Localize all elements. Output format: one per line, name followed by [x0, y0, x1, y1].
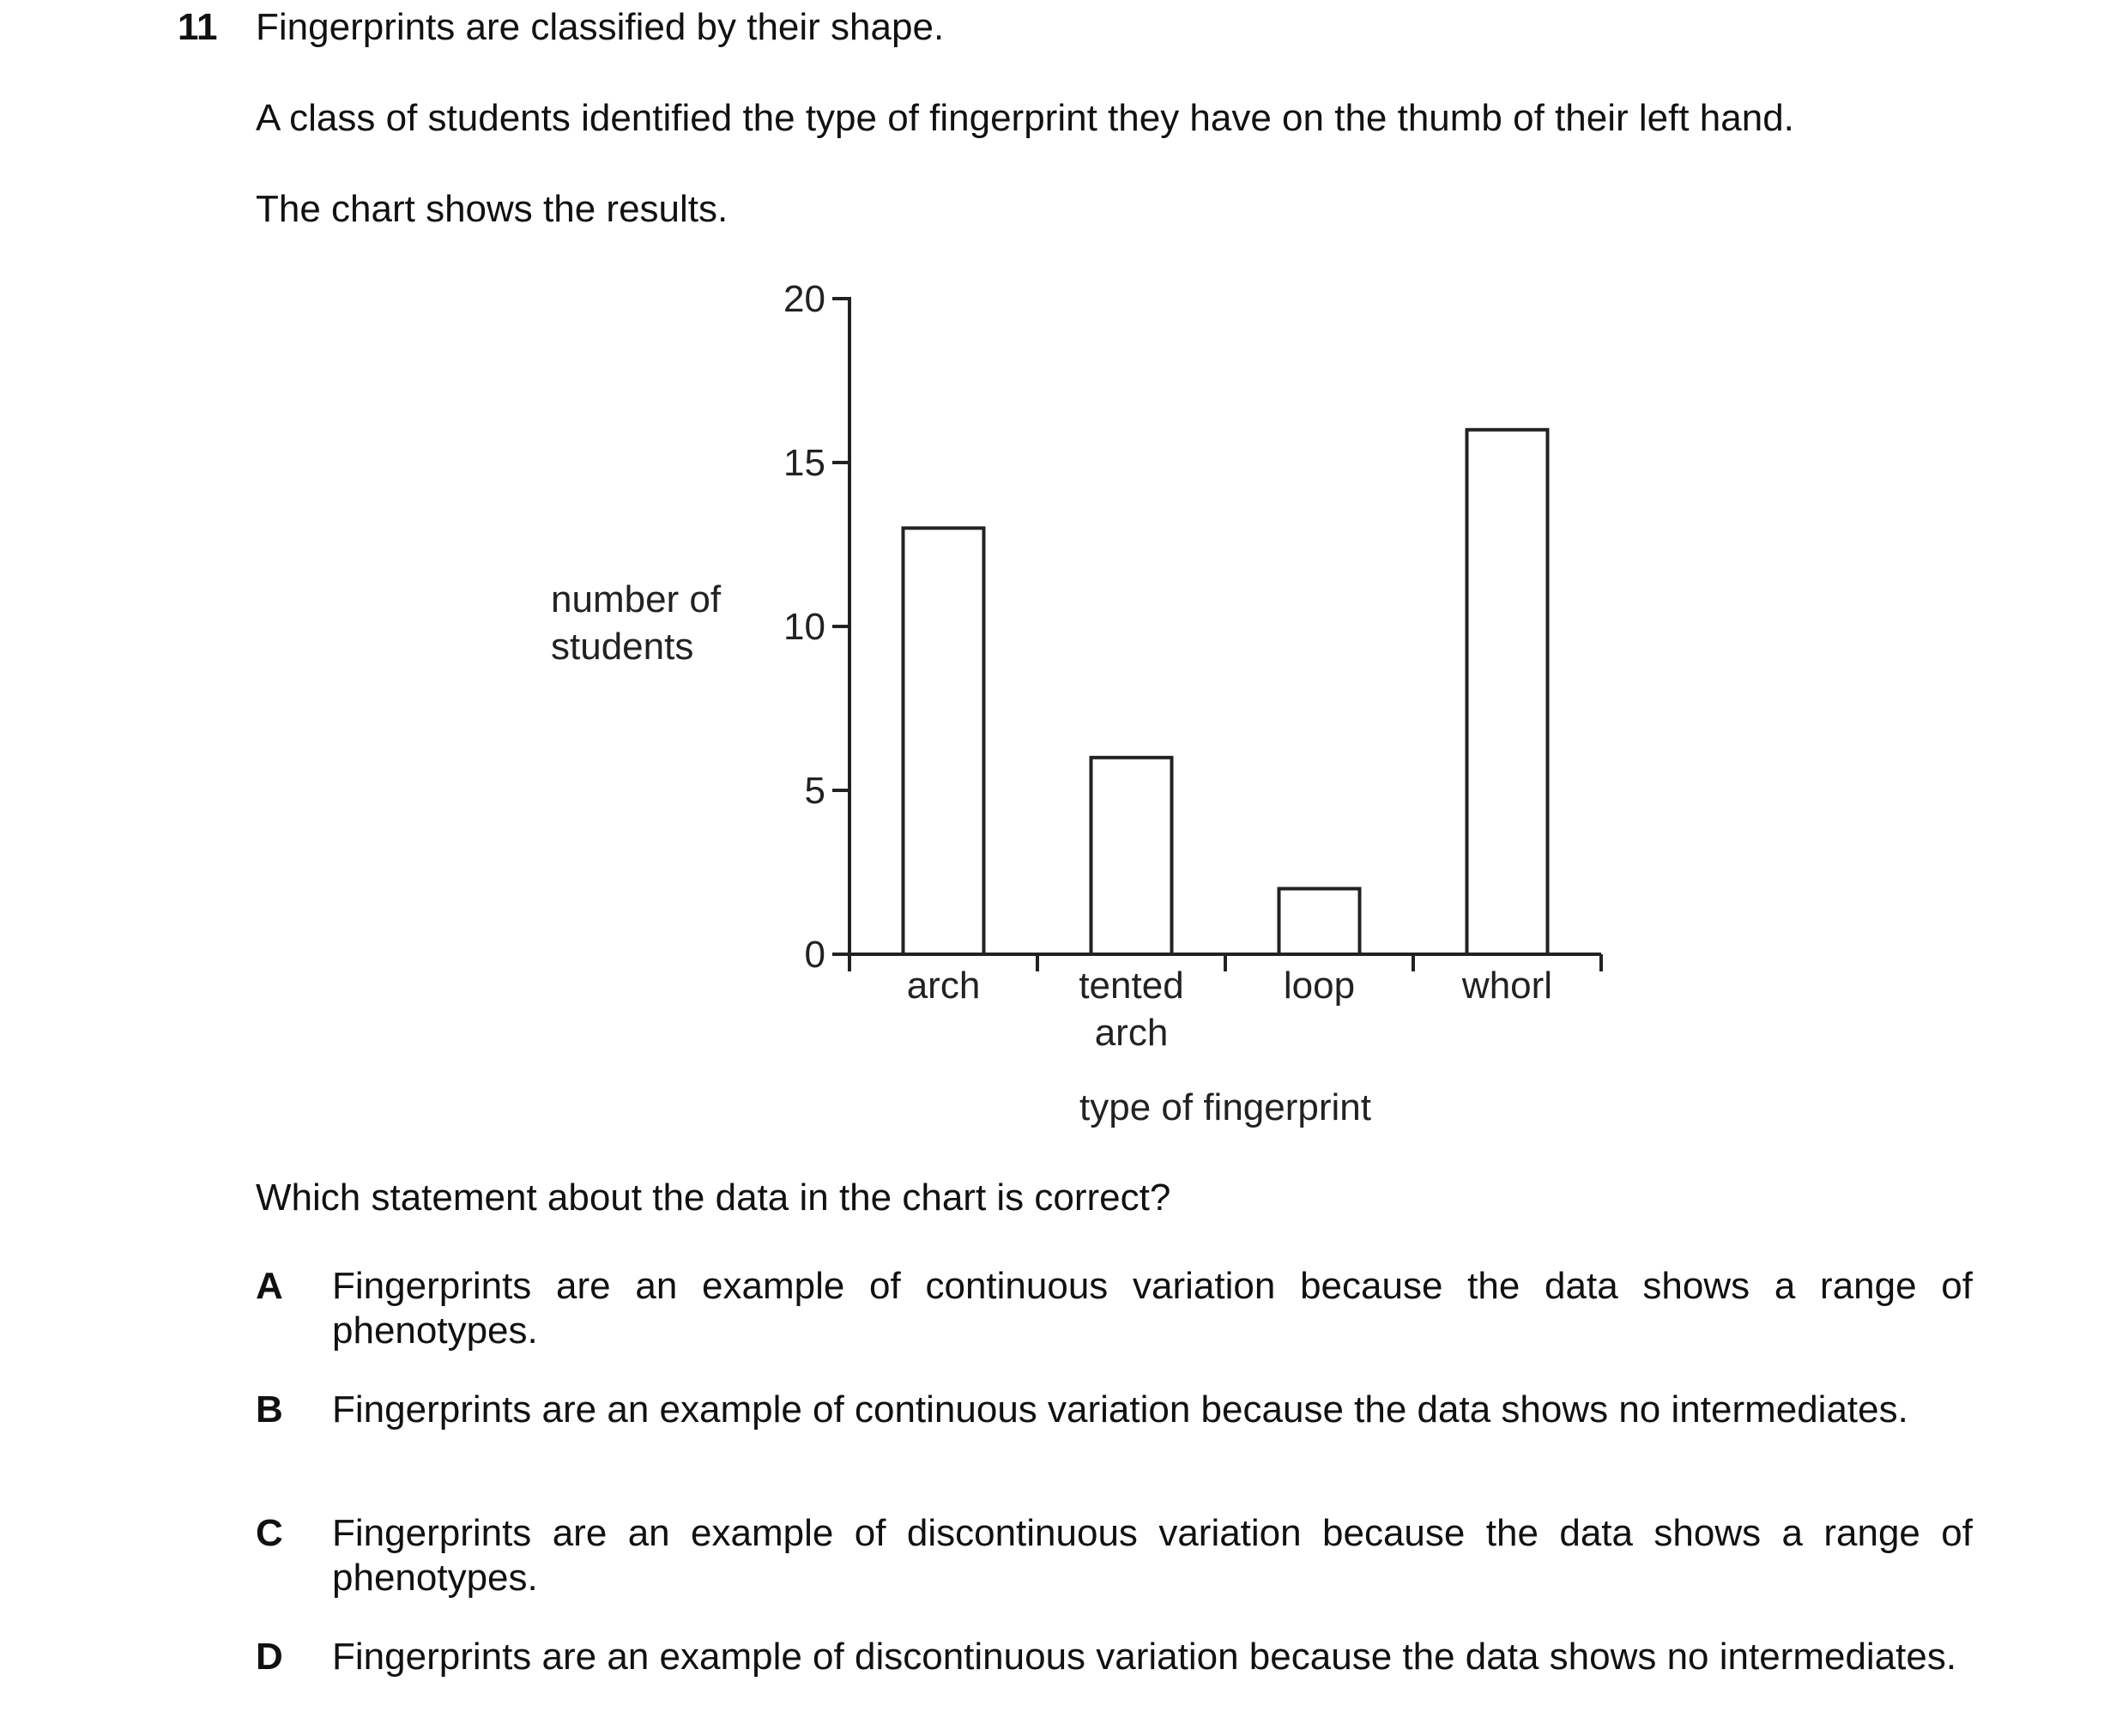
question-prompt: Which statement about the data in the chart is correct? — [256, 1176, 1171, 1219]
option-a-letter[interactable]: A — [256, 1265, 283, 1307]
option-b-text[interactable]: Fingerprints are an example of continuous variation because the data shows no intermediates. — [332, 1388, 1908, 1431]
y-tick-label-10: 10 — [783, 606, 825, 648]
bar-loop — [1279, 889, 1360, 954]
bar-tented-arch — [1091, 758, 1172, 954]
x-axis-label: type of fingerprint — [1079, 1086, 1371, 1128]
x-tick-label-loop: loop — [1283, 965, 1356, 1007]
x-tick-label-tented-arch-line-1: tented — [1079, 965, 1184, 1007]
y-tick-label-5: 5 — [804, 770, 825, 812]
y-axis-label-line-2: students — [551, 626, 694, 668]
question-context: A class of students identified the type of fingerprint they have on the thumb of their left hand. — [256, 97, 1794, 139]
chart-caption: The chart shows the results. — [256, 188, 728, 230]
y-tick-label-20: 20 — [783, 278, 825, 320]
option-d-text[interactable]: Fingerprints are an example of discontinuous variation because the data shows no intermediates. — [332, 1636, 1957, 1678]
option-c-letter[interactable]: C — [256, 1512, 283, 1554]
bar-arch — [904, 528, 984, 954]
x-tick-label-tented-arch-line-2: arch — [1094, 1012, 1169, 1054]
y-tick-label-0: 0 — [804, 934, 825, 976]
option-a-text[interactable]: Fingerprints are an example of continuous variation because the data shows a range of phenotypes. — [332, 1265, 1973, 1352]
bar-whorl — [1467, 430, 1548, 954]
bars — [904, 430, 1548, 954]
y-axis-label — [551, 578, 722, 668]
y-axis-ticks — [783, 278, 849, 976]
option-b-letter[interactable]: B — [256, 1388, 283, 1431]
option-c-text[interactable]: Fingerprints are an example of discontinuous variation because the data shows a range of phenotypes. — [332, 1512, 1973, 1599]
question-intro: Fingerprints are classified by their shape. — [256, 6, 945, 48]
question-number: 11 — [178, 6, 218, 48]
y-tick-label-15: 15 — [783, 442, 825, 484]
x-axis-ticks — [849, 954, 1601, 1054]
x-tick-label-arch: arch — [906, 965, 981, 1007]
y-axis-label-line-1: number of — [551, 578, 722, 620]
x-tick-label-whorl: whorl — [1461, 965, 1553, 1007]
option-d-letter[interactable]: D — [256, 1636, 283, 1678]
